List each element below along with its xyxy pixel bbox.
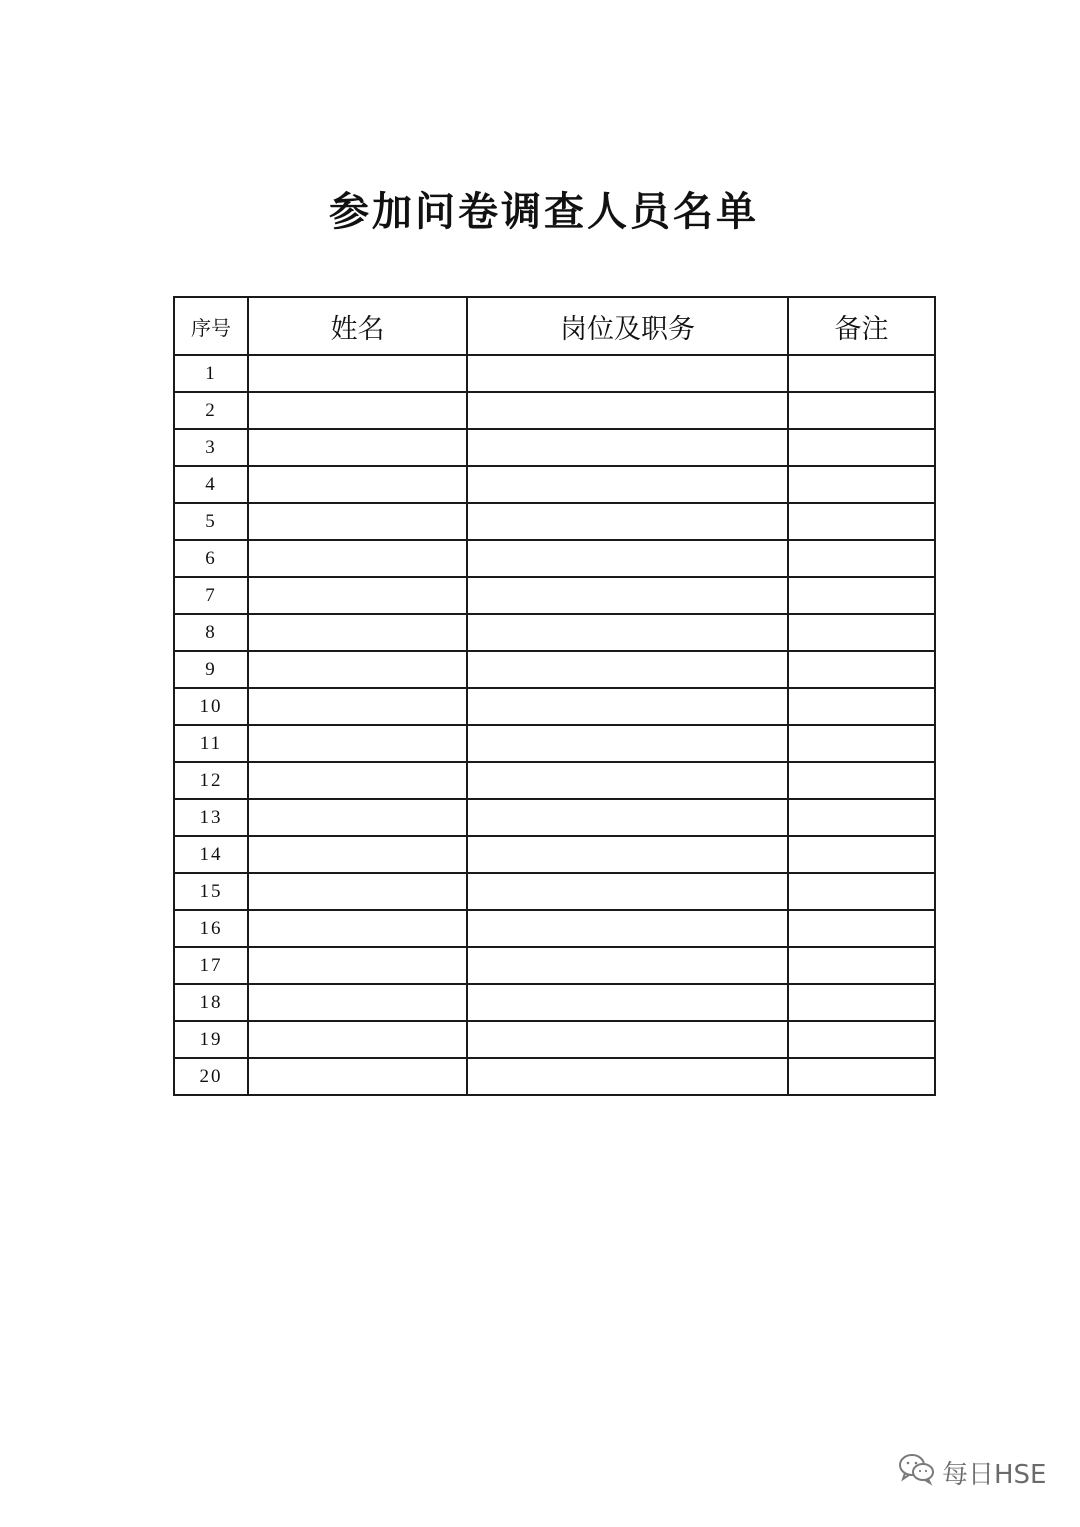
remarks-cell[interactable]: [788, 836, 935, 873]
seq-cell: 10: [174, 688, 248, 725]
seq-cell: 8: [174, 614, 248, 651]
name-cell[interactable]: [248, 873, 467, 910]
remarks-cell[interactable]: [788, 1021, 935, 1058]
position-cell[interactable]: [467, 688, 788, 725]
name-cell[interactable]: [248, 947, 467, 984]
watermark: [898, 1452, 1046, 1492]
position-cell[interactable]: [467, 429, 788, 466]
header-name: 姓名: [248, 297, 467, 355]
remarks-cell[interactable]: [788, 984, 935, 1021]
seq-cell: 1: [174, 355, 248, 392]
remarks-cell[interactable]: [788, 651, 935, 688]
seq-cell: 2: [174, 392, 248, 429]
name-cell[interactable]: [248, 836, 467, 873]
seq-cell: 4: [174, 466, 248, 503]
table-header-row: [174, 297, 935, 355]
table-row: [174, 762, 935, 799]
position-cell[interactable]: [467, 799, 788, 836]
position-cell[interactable]: [467, 910, 788, 947]
header-remarks: 备注: [788, 297, 935, 355]
name-cell[interactable]: [248, 725, 467, 762]
table-row: [174, 1021, 935, 1058]
name-cell[interactable]: [248, 392, 467, 429]
position-cell[interactable]: [467, 466, 788, 503]
remarks-cell[interactable]: [788, 577, 935, 614]
remarks-cell[interactable]: [788, 429, 935, 466]
name-cell[interactable]: [248, 614, 467, 651]
table-row: [174, 799, 935, 836]
remarks-cell[interactable]: [788, 392, 935, 429]
name-cell[interactable]: [248, 540, 467, 577]
remarks-cell[interactable]: [788, 947, 935, 984]
position-cell[interactable]: [467, 540, 788, 577]
header-position: 岗位及职务: [467, 297, 788, 355]
name-cell[interactable]: [248, 984, 467, 1021]
remarks-cell[interactable]: [788, 873, 935, 910]
table-row: [174, 614, 935, 651]
position-cell[interactable]: [467, 577, 788, 614]
table-row: [174, 540, 935, 577]
table-row: [174, 503, 935, 540]
position-cell[interactable]: [467, 614, 788, 651]
position-cell[interactable]: [467, 651, 788, 688]
name-cell[interactable]: [248, 577, 467, 614]
seq-cell: 5: [174, 503, 248, 540]
seq-cell: 6: [174, 540, 248, 577]
table-row: [174, 688, 935, 725]
position-cell[interactable]: [467, 355, 788, 392]
remarks-cell[interactable]: [788, 762, 935, 799]
name-cell[interactable]: [248, 799, 467, 836]
position-cell[interactable]: [467, 1021, 788, 1058]
table-row: [174, 836, 935, 873]
table-row: [174, 910, 935, 947]
name-cell[interactable]: [248, 503, 467, 540]
remarks-cell[interactable]: [788, 466, 935, 503]
seq-cell: 15: [174, 873, 248, 910]
remarks-cell[interactable]: [788, 688, 935, 725]
remarks-cell[interactable]: [788, 540, 935, 577]
header-seq: 序号: [174, 297, 248, 355]
remarks-cell[interactable]: [788, 725, 935, 762]
position-cell[interactable]: [467, 725, 788, 762]
name-cell[interactable]: [248, 762, 467, 799]
position-cell[interactable]: [467, 762, 788, 799]
name-cell[interactable]: [248, 466, 467, 503]
table-row: [174, 947, 935, 984]
table-row: [174, 355, 935, 392]
seq-cell: 9: [174, 651, 248, 688]
position-cell[interactable]: [467, 392, 788, 429]
table-row: [174, 651, 935, 688]
remarks-cell[interactable]: [788, 910, 935, 947]
watermark-text: 每日HSE: [942, 1459, 1047, 1490]
roster-table: [173, 296, 936, 1096]
remarks-cell[interactable]: [788, 799, 935, 836]
seq-cell: 19: [174, 1021, 248, 1058]
seq-cell: 20: [174, 1058, 248, 1095]
page-title: 参加问卷调查人员名单: [329, 189, 759, 235]
name-cell[interactable]: [248, 1021, 467, 1058]
seq-cell: 16: [174, 910, 248, 947]
seq-cell: 14: [174, 836, 248, 873]
name-cell[interactable]: [248, 429, 467, 466]
position-cell[interactable]: [467, 984, 788, 1021]
position-cell[interactable]: [467, 947, 788, 984]
position-cell[interactable]: [467, 1058, 788, 1095]
seq-cell: 12: [174, 762, 248, 799]
table-row: [174, 466, 935, 503]
table-row: [174, 984, 935, 1021]
remarks-cell[interactable]: [788, 503, 935, 540]
wechat-icon: [898, 1452, 942, 1493]
name-cell[interactable]: [248, 688, 467, 725]
table-row: [174, 1058, 935, 1095]
table-row: [174, 577, 935, 614]
seq-cell: 13: [174, 799, 248, 836]
remarks-cell[interactable]: [788, 355, 935, 392]
table-row: [174, 429, 935, 466]
name-cell[interactable]: [248, 1058, 467, 1095]
remarks-cell[interactable]: [788, 614, 935, 651]
name-cell[interactable]: [248, 651, 467, 688]
position-cell[interactable]: [467, 503, 788, 540]
table-body: [174, 355, 935, 1095]
position-cell[interactable]: [467, 836, 788, 873]
table-row: [174, 873, 935, 910]
seq-cell: 11: [174, 725, 248, 762]
seq-cell: 3: [174, 429, 248, 466]
name-cell[interactable]: [248, 355, 467, 392]
remarks-cell[interactable]: [788, 1058, 935, 1095]
seq-cell: 18: [174, 984, 248, 1021]
name-cell[interactable]: [248, 910, 467, 947]
table-row: [174, 392, 935, 429]
seq-cell: 7: [174, 577, 248, 614]
position-cell[interactable]: [467, 873, 788, 910]
seq-cell: 17: [174, 947, 248, 984]
table-row: [174, 725, 935, 762]
